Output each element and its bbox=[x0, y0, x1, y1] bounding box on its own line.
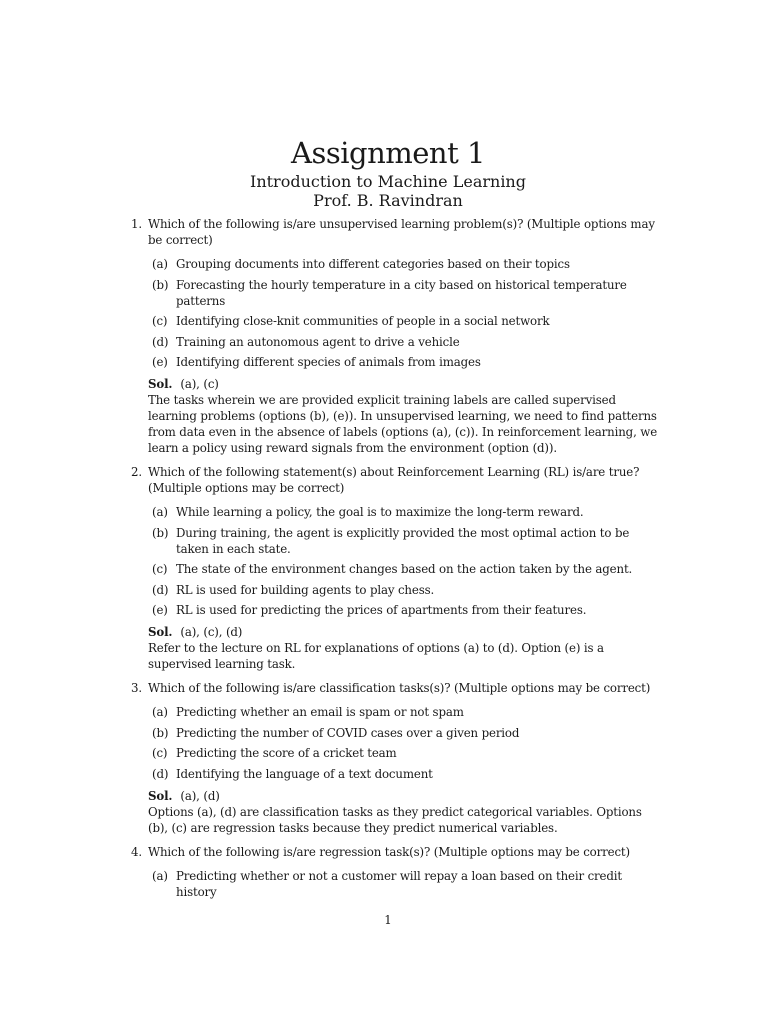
title-block bbox=[0, 134, 768, 210]
solution-answer: (a), (d) bbox=[180, 788, 220, 803]
option-list bbox=[131, 256, 661, 370]
option-label: (d) bbox=[152, 582, 169, 597]
question-stem bbox=[131, 680, 661, 696]
option-text: While learning a policy, the goal is to maximize the long-term reward. bbox=[176, 505, 584, 519]
option-a bbox=[152, 256, 661, 272]
solution-label: Sol. bbox=[148, 625, 173, 639]
option-e bbox=[152, 602, 661, 618]
option-label: (a) bbox=[152, 505, 168, 519]
option-text: Predicting the score of a cricket team bbox=[176, 746, 397, 760]
option-label: (d) bbox=[152, 766, 169, 781]
option-c bbox=[152, 745, 661, 761]
option-text: Identifying different species of animals from images bbox=[176, 355, 481, 369]
option-label: (b) bbox=[152, 525, 169, 540]
option-text: The state of the environment changes based on the action taken by the agent. bbox=[176, 562, 633, 576]
question-stem bbox=[131, 844, 661, 860]
question-number: 1. bbox=[131, 217, 142, 231]
question-text: Which of the following statement(s) about Reinforcement Learning (RL) is/are true? (Multiple options may be correct) bbox=[148, 465, 640, 495]
option-e bbox=[152, 354, 661, 370]
option-c bbox=[152, 313, 661, 329]
option-a bbox=[152, 704, 661, 720]
question-text: Which of the following is/are classification tasks(s)? (Multiple options may be correct) bbox=[148, 681, 651, 695]
page-number: 1 bbox=[384, 913, 392, 927]
option-a bbox=[152, 868, 661, 900]
solution-explanation: Options (a), (d) are classification tasks as they predict categorical variables. Options (b), (c) are regression tasks because they predict numerical variables. bbox=[148, 804, 642, 835]
option-label: (a) bbox=[152, 257, 168, 271]
question-4 bbox=[131, 844, 661, 900]
question-number: 4. bbox=[131, 844, 142, 859]
option-list bbox=[131, 704, 661, 782]
question-number: 3. bbox=[131, 681, 142, 695]
option-label: (b) bbox=[152, 277, 169, 292]
course-name: Introduction to Machine Learning bbox=[250, 172, 526, 191]
option-label: (c) bbox=[152, 746, 168, 760]
solution bbox=[148, 624, 661, 672]
solution-label: Sol. bbox=[148, 788, 173, 803]
option-text: During training, the agent is explicitly provided the most optimal action to be taken in each state. bbox=[176, 525, 630, 556]
option-text: Forecasting the hourly temperature in a city based on historical temperature patterns bbox=[176, 277, 627, 308]
option-text: Predicting whether or not a customer will repay a loan based on their credit history bbox=[176, 868, 622, 899]
author-name: Prof. B. Ravindran bbox=[313, 191, 463, 210]
option-label: (a) bbox=[152, 705, 168, 719]
solution-explanation: Refer to the lecture on RL for explanations of options (a) to (d). Option (e) is a supervised learning task. bbox=[148, 641, 604, 671]
question-text: Which of the following is/are unsupervised learning problem(s)? (Multiple options may be correct) bbox=[148, 217, 655, 247]
solution-explanation: The tasks wherein we are provided explicit training labels are called supervised learning problems (options (b), (e)). In unsupervised learning, we need to find patterns from data even in the absence of labels (options (a), (c)). In reinforcement learning, we learn a policy using reward signals from the environment (option (d)). bbox=[148, 393, 658, 455]
option-list bbox=[131, 504, 661, 618]
option-label: (c) bbox=[152, 314, 168, 328]
option-list bbox=[131, 868, 661, 900]
option-label: (a) bbox=[152, 868, 168, 883]
option-text: Predicting the number of COVID cases over a given period bbox=[176, 725, 520, 740]
question-1 bbox=[131, 216, 661, 456]
option-d bbox=[152, 334, 661, 350]
question-text: Which of the following is/are regression task(s)? (Multiple options may be correct) bbox=[148, 844, 630, 859]
option-label: (d) bbox=[152, 334, 169, 349]
solution-answer: (a), (c) bbox=[180, 377, 219, 391]
question-stem bbox=[131, 216, 661, 248]
solution-label: Sol. bbox=[148, 377, 173, 391]
option-label: (b) bbox=[152, 725, 169, 740]
solution-answer: (a), (c), (d) bbox=[180, 625, 243, 639]
question-3 bbox=[131, 680, 661, 836]
option-b bbox=[152, 525, 661, 557]
option-label: (c) bbox=[152, 562, 168, 576]
option-label: (e) bbox=[152, 355, 168, 369]
option-text: RL is used for building agents to play chess. bbox=[176, 582, 435, 597]
option-c bbox=[152, 561, 661, 577]
solution bbox=[148, 788, 661, 836]
option-label: (e) bbox=[152, 603, 168, 617]
option-text: Identifying the language of a text document bbox=[176, 766, 433, 781]
option-text: RL is used for predicting the prices of apartments from their features. bbox=[176, 603, 587, 617]
option-text: Training an autonomous agent to drive a vehicle bbox=[176, 334, 460, 349]
option-b bbox=[152, 277, 661, 309]
question-number: 2. bbox=[131, 465, 142, 479]
question-stem bbox=[131, 464, 661, 496]
option-d bbox=[152, 582, 661, 598]
option-text: Grouping documents into different categories based on their topics bbox=[176, 257, 570, 271]
option-b bbox=[152, 725, 661, 741]
option-a bbox=[152, 504, 661, 520]
question-2 bbox=[131, 464, 661, 672]
option-d bbox=[152, 766, 661, 782]
option-text: Predicting whether an email is spam or not spam bbox=[176, 705, 464, 719]
document-title: Assignment 1 bbox=[291, 136, 485, 170]
solution bbox=[148, 376, 661, 456]
question-list bbox=[131, 216, 661, 908]
option-text: Identifying close-knit communities of people in a social network bbox=[176, 314, 550, 328]
